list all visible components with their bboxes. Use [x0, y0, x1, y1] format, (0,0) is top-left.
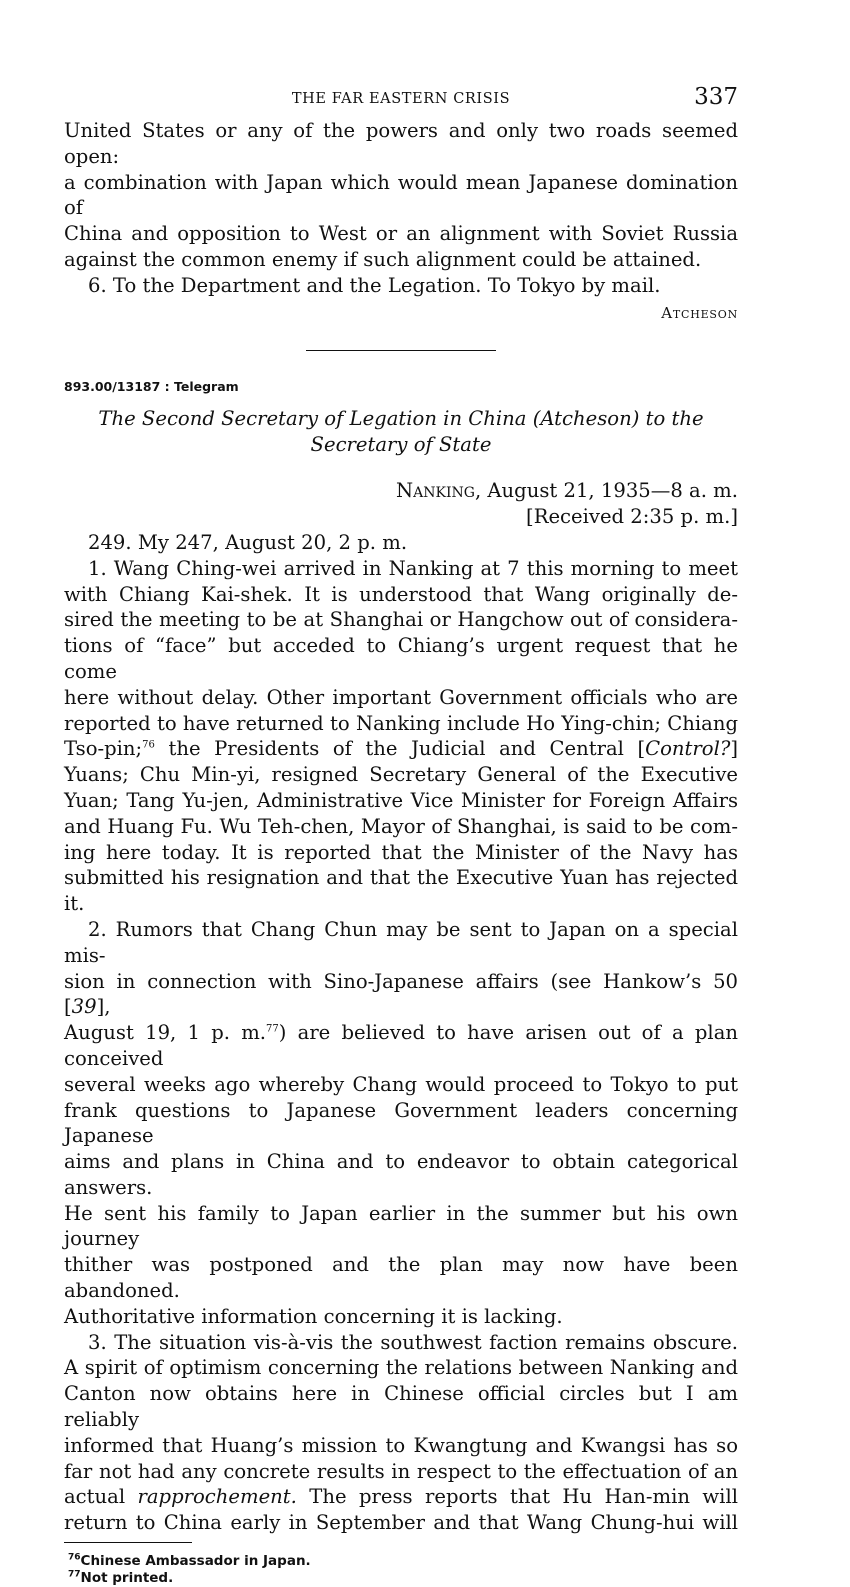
- text-line: 3. The situation vis-à-vis the southwest faction remains obscure.: [88, 1330, 738, 1354]
- reference-line: 249. My 247, August 20, 2 p. m.: [88, 530, 408, 554]
- text-line: and Huang Fu. Wu Teh-chen, Mayor of Shanghai, is said to be com-: [64, 814, 738, 838]
- text-part: actual: [64, 1485, 138, 1509]
- dateline: [64, 478, 738, 504]
- text-line: Canton now obtains here in Chinese official circles but I am reliably: [64, 1382, 738, 1432]
- text-line: against the common enemy if such alignment could be attained.: [64, 247, 702, 271]
- footnotes: [64, 1553, 738, 1587]
- heading-part: Atcheson: [540, 407, 632, 431]
- text-line: A spirit of optimism concerning the relations between Nanking and: [64, 1356, 738, 1380]
- text-line: sired the meeting to be at Shanghai or Hangchow out of considera-: [64, 608, 738, 632]
- text-line: Yuan; Tang Yu-jen, Administrative Vice Minister for Foreign Affairs: [64, 788, 738, 812]
- text-part: August 19, 1 p. m.: [64, 1021, 267, 1045]
- footnote-text: Not printed.: [80, 1570, 174, 1587]
- text-line: [64, 1020, 738, 1072]
- dateline-place: Nanking: [396, 479, 475, 503]
- received-line: [Received 2:35 p. m.]: [526, 505, 738, 529]
- text-part: The press reports that Hu Han-min will: [296, 1485, 738, 1509]
- text-line: far not had any concrete results in respect to the effectuation of an: [64, 1459, 738, 1483]
- document-heading: [64, 406, 738, 458]
- heading-part: China: [468, 407, 527, 431]
- text-line: Yuans; Chu Min-yi, resigned Secretary General of the Executive: [64, 763, 738, 787]
- text-line: United States or any of the powers and only two roads seemed open:: [64, 119, 738, 168]
- signature: Atcheson: [661, 303, 738, 322]
- text-line: informed that Huang’s mission to Kwangtung and Kwangsi has so: [64, 1433, 738, 1457]
- text-line: ing here today. It is reported that the Minister of the Navy has: [64, 840, 738, 864]
- text-line: a combination with Japan which would mean Japanese domination of: [64, 170, 738, 220]
- text-part: 39: [71, 995, 97, 1019]
- paragraph-1: [64, 556, 738, 917]
- text-line: 1. Wang Ching-wei arrived in Nanking at 7 this morning to meet: [88, 556, 738, 580]
- heading-part: ) to the: [631, 407, 704, 431]
- paragraph-2: [64, 917, 738, 1330]
- footnote: [68, 1570, 738, 1587]
- footnote-rule: [64, 1542, 192, 1543]
- running-title: THE FAR EASTERN CRISIS: [291, 91, 511, 107]
- document-page: [64, 84, 738, 1587]
- text-part: rapprochement.: [137, 1485, 297, 1509]
- text-line: [64, 1484, 738, 1510]
- text-line: 2. Rumors that Chang Chun may be sent to Japan on a special mis-: [64, 917, 738, 967]
- text-part: Tso-pin;: [64, 737, 143, 761]
- footnote-mark: 77: [68, 1569, 81, 1580]
- text-part: ],: [96, 995, 111, 1019]
- footnote-text: Chinese Ambassador in Japan.: [80, 1553, 311, 1570]
- footnote-ref: 77: [266, 1023, 279, 1035]
- text-line: here without delay. Other important Government officials who are: [64, 685, 738, 709]
- text-part: the Presidents of the Judicial and Central [: [154, 737, 646, 761]
- text-line: tions of “face” but acceded to Chiang’s urgent request that he come: [64, 634, 738, 683]
- text-part: ) are believed to have arisen out of a plan conceived: [64, 1021, 738, 1070]
- section-divider: [306, 350, 496, 351]
- paragraph-3: [64, 1330, 738, 1536]
- text-part: sion in connection with Sino-Japanese affairs (see Hankow’s 50 [: [64, 969, 738, 1019]
- text-line: thither was postponed and the plan may now have been abandoned.: [64, 1253, 738, 1303]
- text-line: with Chiang Kai-shek. It is understood that Wang originally de-: [64, 582, 738, 606]
- text-line: several weeks ago whereby Chang would proceed to Tokyo to put: [64, 1072, 738, 1096]
- text-part: ]: [730, 737, 738, 761]
- dateline-date: , August 21, 1935—8 a. m.: [474, 479, 738, 503]
- footnote-ref: 76: [142, 739, 155, 751]
- footnote: [68, 1553, 738, 1570]
- text-part: Control?: [645, 737, 731, 761]
- heading-part: The Second Secretary of Legation in: [98, 407, 469, 431]
- text-line: return to China early in September and that Wang Chung-hui will: [64, 1511, 738, 1535]
- text-line: frank questions to Japanese Government leaders concerning Japanese: [64, 1098, 738, 1148]
- text-line: submitted his resignation and that the Executive Yuan has rejected it.: [64, 866, 738, 916]
- page-number: 337: [694, 84, 738, 110]
- heading-part: Secretary of State: [310, 433, 492, 457]
- heading-part: (: [526, 407, 541, 431]
- text-line: [64, 969, 738, 1021]
- text-line: China and opposition to West or an alignment with Soviet Russia: [64, 222, 738, 246]
- text-line: He sent his family to Japan earlier in the summer but his own journey: [64, 1201, 738, 1251]
- text-line: Authoritative information concerning it is lacking.: [64, 1304, 563, 1328]
- text-line: [64, 736, 738, 762]
- text-line: aims and plans in China and to endeavor to obtain categorical answers.: [64, 1150, 738, 1199]
- paragraph-6: 6. To the Department and the Legation. To Tokyo by mail.: [88, 273, 661, 297]
- text-line: reported to have returned to Nanking include Ho Ying-chin; Chiang: [64, 711, 738, 735]
- file-number: 893.00/13187 : Telegram: [64, 379, 239, 395]
- continued-paragraph: [64, 118, 738, 273]
- footnote-mark: 76: [68, 1552, 81, 1563]
- page-header: [64, 84, 738, 118]
